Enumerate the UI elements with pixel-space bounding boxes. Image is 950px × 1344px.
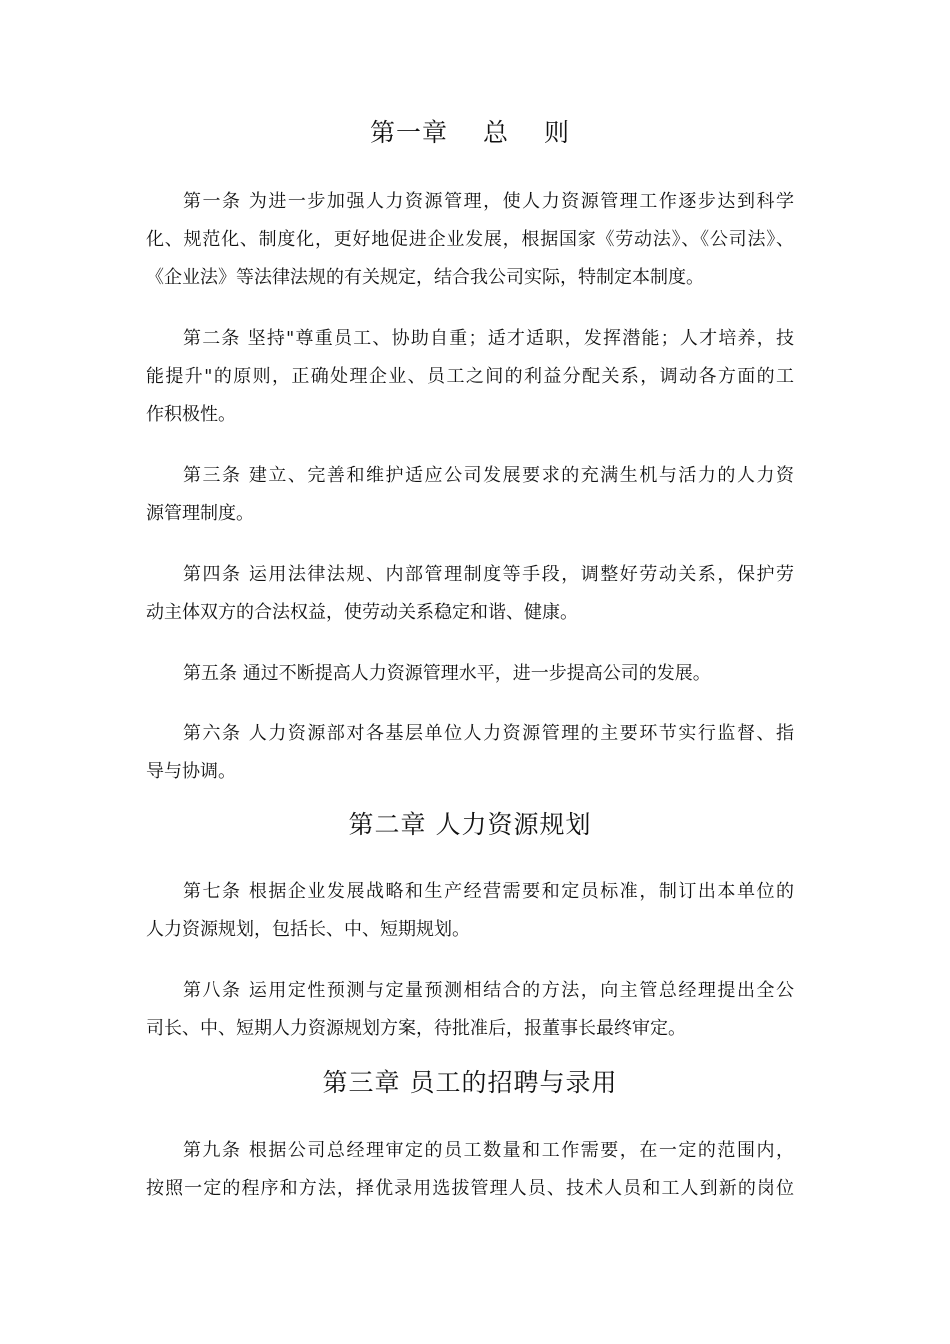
article [146,556,794,632]
article-line: 司长、中、短期人力资源规划方案，待批准后，报董事长最终审定。 [146,1018,686,1039]
article-line: 第三条 建立、完善和维护适应公司发展要求的充满生机与活力的人力资 [183,465,794,486]
article-line: 作积极性。 [146,404,236,425]
article [146,183,794,297]
article-line: 按照一定的程序和方法，择优录用选拔管理人员、技术人员和工人到新的岗位 [146,1178,794,1199]
article-line: 第七条 根据企业发展战略和生产经营需要和定员标准，制订出本单位的 [183,881,794,902]
article-line: 化、规范化、制度化，更好地促进企业发展，根据国家《劳动法》、《公司法》、 [146,229,794,250]
article-line: 第二条 坚持"尊重员工、协助自重；适才适职，发挥潜能；人才培养，技 [183,328,794,349]
article [146,655,794,693]
article-line: 第五条 通过不断提高人力资源管理水平，进一步提高公司的发展。 [183,663,711,684]
article [146,320,794,434]
article-line: 第一条 为进一步加强人力资源管理，使人力资源管理工作逐步达到科学 [183,191,794,212]
article-line: 第四条 运用法律法规、内部管理制度等手段，调整好劳动关系，保护劳 [183,564,794,585]
article-line: 第九条 根据公司总经理审定的员工数量和工作需要，在一定的范围内， [183,1140,794,1161]
article-line: 导与协调。 [146,761,236,782]
article [146,715,794,791]
article-line: 动主体双方的合法权益，使劳动关系稳定和谐、健康。 [146,602,578,623]
article-line: 第六条 人力资源部对各基层单位人力资源管理的主要环节实行监督、指 [183,723,794,744]
article [146,457,794,533]
chapter-title: 第二章 人力资源规划 [348,810,592,839]
chapter-title: 第三章 员工的招聘与录用 [322,1068,618,1097]
article-line: 人力资源规划，包括长、中、短期规划。 [146,919,470,940]
chapter-title: 第一章 总 则 [370,118,570,147]
article-line: 源管理制度。 [146,503,254,524]
article-line: 《企业法》等法律法规的有关规定，结合我公司实际，特制定本制度。 [146,267,704,288]
article [146,1132,794,1208]
article [146,972,794,1048]
article-line: 能提升"的原则，正确处理企业、员工之间的利益分配关系，调动各方面的工 [146,366,794,387]
article-line: 第八条 运用定性预测与定量预测相结合的方法，向主管总经理提出全公 [183,980,794,1001]
article [146,873,794,949]
